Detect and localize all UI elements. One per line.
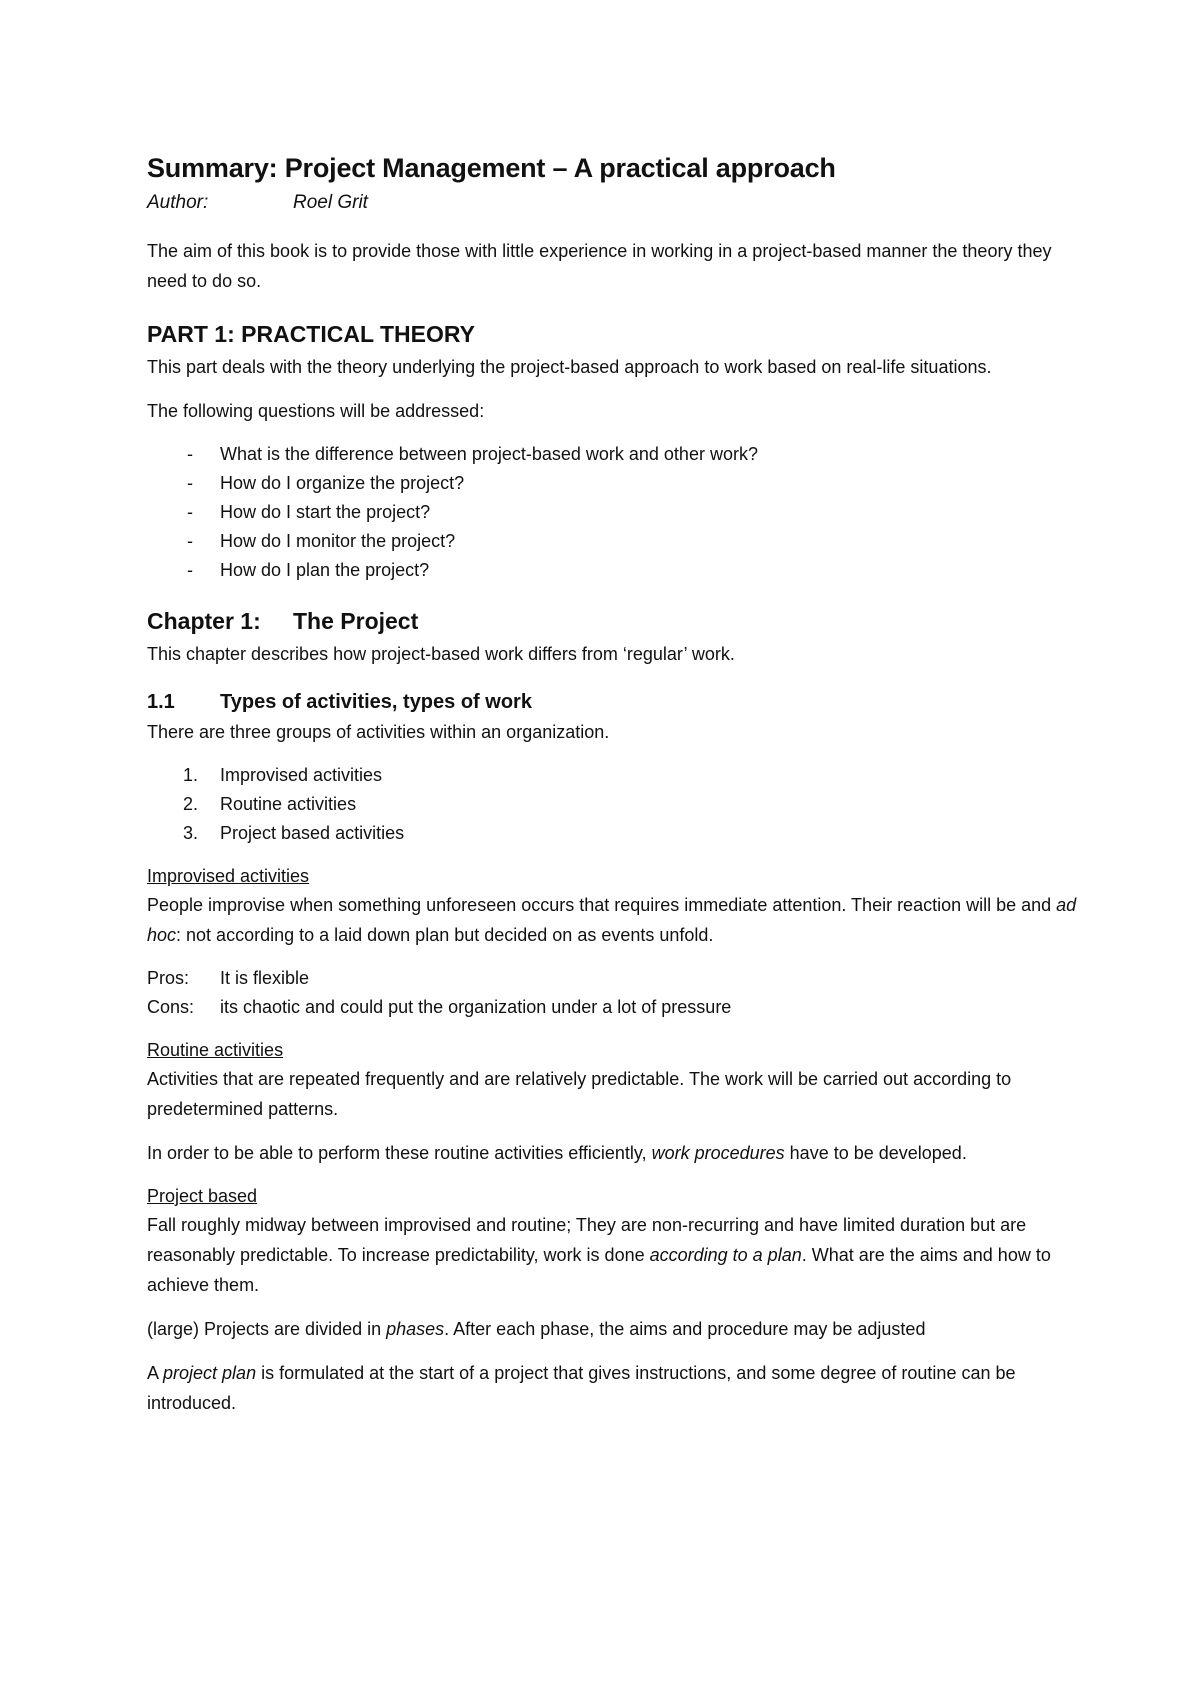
questions-intro: The following questions will be addressed: xyxy=(147,401,485,421)
bullet-marker: - xyxy=(187,473,193,493)
list-text: Project based activities xyxy=(220,823,405,843)
questions-list xyxy=(147,440,1077,585)
text-run: have to be developed. xyxy=(784,1143,967,1163)
text-run: . After each phase, the aims and procedure may be adjusted xyxy=(444,1319,926,1339)
list-text: Improvised activities xyxy=(220,765,383,785)
emphasis-text: ad hoc xyxy=(147,895,1077,945)
list-number: 2. xyxy=(183,794,199,814)
emphasis-text: work procedures xyxy=(651,1143,785,1163)
question-text: What is the difference between project-based work and other work? xyxy=(220,444,758,464)
routine-heading: Routine activities xyxy=(147,1040,284,1060)
list-item xyxy=(147,469,1077,498)
section-number: 1.1 xyxy=(147,691,175,713)
list-number: 3. xyxy=(183,823,199,843)
bullet-marker: - xyxy=(187,502,193,522)
author-line xyxy=(147,190,1077,216)
pros-text: It is flexible xyxy=(220,968,310,988)
text-run: A xyxy=(147,1363,164,1383)
cons-row xyxy=(147,993,1077,1022)
text-run: Fall roughly midway between improvised and routine; They are non-recurring and have limited duration but are reasonably predictable. To increase predictability, work is done xyxy=(147,1215,1027,1265)
chapter-number: Chapter 1: xyxy=(147,608,261,634)
list-number: 1. xyxy=(183,765,199,785)
bullet-marker: - xyxy=(187,560,193,580)
cons-text: its chaotic and could put the organization under a lot of pressure xyxy=(220,997,732,1017)
project-based-paragraph xyxy=(147,1210,1077,1300)
list-item xyxy=(147,556,1077,585)
section-1-1-heading xyxy=(147,687,1077,717)
intro-paragraph: The aim of this book is to provide those with little experience in working in a project-based manner the theory they need to do so. xyxy=(147,241,1052,291)
question-text: How do I organize the project? xyxy=(220,473,465,493)
question-text: How do I plan the project? xyxy=(220,560,430,580)
question-text: How do I start the project? xyxy=(220,502,431,522)
list-item xyxy=(147,819,1077,848)
question-text: How do I monitor the project? xyxy=(220,531,456,551)
document-page xyxy=(147,150,1077,1418)
list-item xyxy=(147,527,1077,556)
emphasis-text: according to a plan xyxy=(649,1245,802,1265)
part1-description: This part deals with the theory underlying the project-based approach to work based on real-life situations. xyxy=(147,357,992,377)
project-plan-paragraph xyxy=(147,1358,1077,1418)
routine-paragraph: Activities that are repeated frequently and are relatively predictable. The work will be carried out according to predetermined patterns. xyxy=(147,1069,1012,1119)
section-title: Types of activities, types of work xyxy=(220,691,532,713)
list-text: Routine activities xyxy=(220,794,357,814)
bullet-marker: - xyxy=(187,444,193,464)
author-name: Roel Grit xyxy=(293,192,368,213)
project-based-heading: Project based xyxy=(147,1186,258,1206)
routine-procedures-paragraph xyxy=(147,1138,1077,1168)
text-run: (large) Projects are divided in xyxy=(147,1319,387,1339)
emphasis-text: project plan xyxy=(163,1363,257,1383)
bullet-marker: - xyxy=(187,531,193,551)
pros-row xyxy=(147,964,1077,993)
pros-label: Pros: xyxy=(147,968,190,988)
text-run: . What are the aims and how to achieve them. xyxy=(147,1245,1051,1295)
list-item xyxy=(147,761,1077,790)
text-run: People improvise when something unforeseen occurs that requires immediate attention. Their reaction will be and xyxy=(147,895,1057,915)
improvised-paragraph xyxy=(147,890,1077,950)
document-title: Summary: Project Management – A practical approach xyxy=(147,153,836,183)
cons-label: Cons: xyxy=(147,997,195,1017)
phases-paragraph xyxy=(147,1314,1077,1344)
author-label: Author: xyxy=(147,192,209,213)
section-1-1-intro: There are three groups of activities within an organization. xyxy=(147,722,610,742)
list-item xyxy=(147,498,1077,527)
emphasis-text: phases xyxy=(386,1319,445,1339)
part1-heading: PART 1: PRACTICAL THEORY xyxy=(147,321,475,347)
chapter1-description: This chapter describes how project-based work differs from ‘regular’ work. xyxy=(147,644,735,664)
text-run: In order to be able to perform these routine activities efficiently, xyxy=(147,1143,652,1163)
text-run: : not according to a laid down plan but decided on as events unfold. xyxy=(176,925,714,945)
list-item xyxy=(147,790,1077,819)
text-run: is formulated at the start of a project that gives instructions, and some degree of routine can be introduced. xyxy=(147,1363,1016,1413)
list-item xyxy=(147,440,1077,469)
pros-cons xyxy=(147,964,1077,1022)
activity-types-list xyxy=(147,761,1077,848)
improvised-heading: Improvised activities xyxy=(147,866,310,886)
chapter-title: The Project xyxy=(293,608,419,634)
chapter1-heading xyxy=(147,605,1077,637)
